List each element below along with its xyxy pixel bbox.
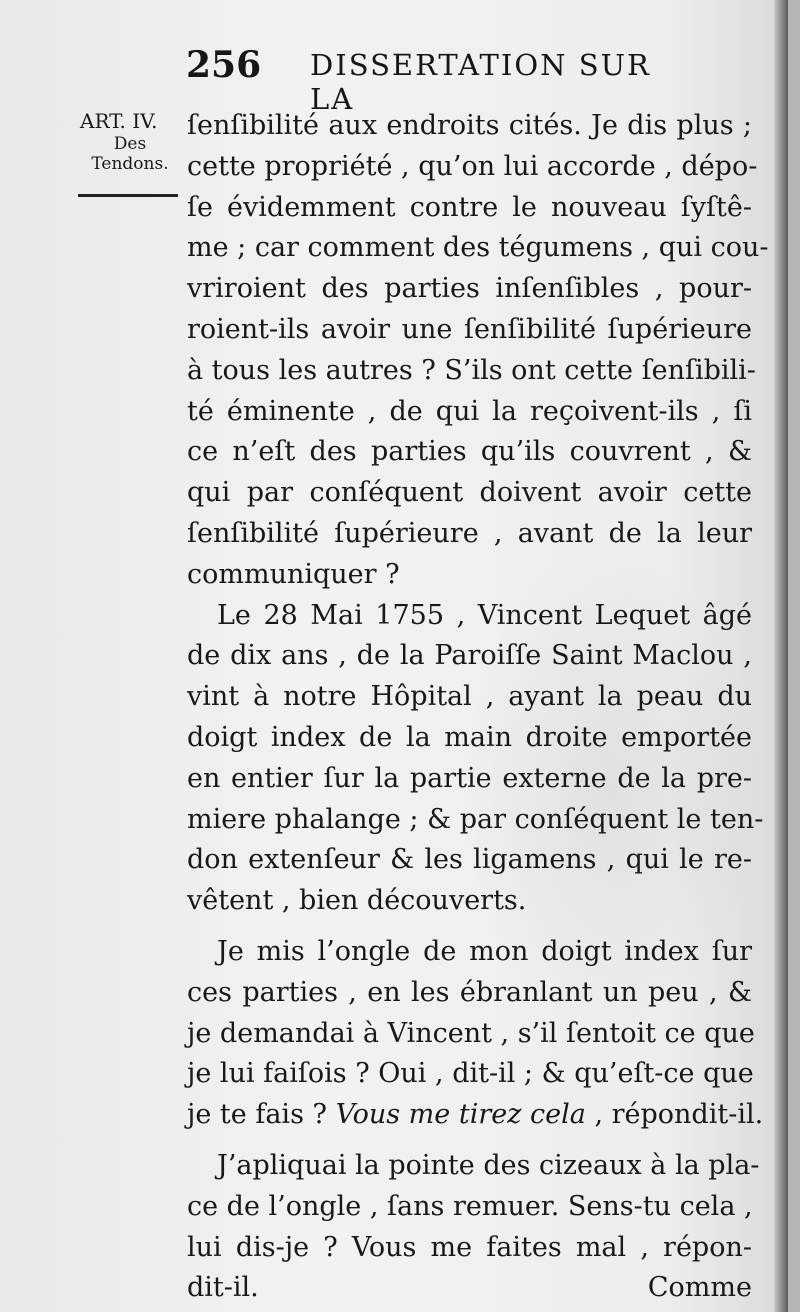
- text-line-15: vint à notre Hôpital , ayant la peau du: [187, 681, 752, 713]
- text-line-23: je demandai à Vincent , s’il ſentoit ce que: [187, 1017, 755, 1049]
- text-line-25: [187, 1095, 764, 1136]
- text-line-12: communiquer ?: [187, 558, 400, 590]
- text-line-22: ces parties , en les ébranlant un peu , &: [187, 976, 752, 1008]
- margin-note-article: ART. IV.: [80, 109, 158, 133]
- paragraph-gap: [187, 922, 752, 932]
- text-line-6: roient-ils avoir une ſenſibilité ſupérieure: [187, 313, 752, 345]
- text-line-2: cette propriété , qu’on lui accorde , dépo-: [187, 150, 758, 182]
- running-title: DISSERTATION SUR LA: [310, 48, 651, 116]
- text-line-14: de dix ans , de la Paroiſſe Saint Maclou ,: [187, 640, 752, 672]
- margin-note-line2: Tendons.: [91, 154, 169, 174]
- text-line-25-start: je te fais ?: [187, 1099, 327, 1131]
- page-number: 256: [186, 44, 262, 86]
- text-line-3: ſe évidemment contre le nouveau ſyſtê-: [187, 191, 752, 223]
- text-line-11: ſenſibilité ſupérieure , avant de la leur: [187, 517, 752, 549]
- margin-note: [80, 108, 180, 174]
- text-line-29: [187, 1268, 752, 1309]
- catchword: Comme: [647, 1272, 752, 1304]
- text-line-21: Je mis l’ongle de mon doigt index ſur: [217, 935, 752, 967]
- text-line-4: me ; car comment des tégumens , qui cou-: [187, 232, 769, 264]
- text-line-24: je lui faiſois ? Oui , dit-il ; & qu’eſt-ce que: [187, 1058, 754, 1090]
- text-line-17: en entier ſur la partie externe de la pre-: [187, 762, 752, 794]
- margin-rule: [78, 194, 178, 197]
- text-line-27: ce de l’ongle , ſans remuer. Sens-tu cela ,: [187, 1190, 753, 1222]
- quoted-reply: Vous me tirez cela: [335, 1099, 586, 1131]
- body-text: [187, 106, 769, 1309]
- text-line-26: J’apliquai la pointe des cizeaux à la pla-: [217, 1149, 760, 1181]
- text-line-18: miere phalange ; & par conſéquent le ten-: [187, 803, 764, 835]
- text-line-20: vêtent , bien découverts.: [187, 885, 527, 917]
- text-line-8: té éminente , de qui la reçoivent-ils , ſi: [187, 395, 752, 427]
- text-line-29-start: dit-il.: [187, 1272, 259, 1304]
- text-line-25-end: , répondit-il.: [594, 1099, 764, 1131]
- text-line-7: à tous les autres ? S’ils ont cette ſenſibili-: [187, 354, 756, 386]
- text-line-19: don extenſeur & les ligamens , qui le re-: [187, 844, 752, 876]
- text-line-13: Le 28 Mai 1755 , Vincent Lequet âgé: [217, 599, 752, 631]
- paragraph-gap: [187, 1136, 752, 1146]
- margin-note-line1: Des: [113, 134, 147, 154]
- text-line-10: qui par conſéquent doivent avoir cette: [187, 477, 752, 509]
- gutter-shadow: [774, 0, 788, 1312]
- page-header: [186, 44, 666, 116]
- text-line-5: vriroient des parties inſenſibles , pour-: [187, 273, 752, 305]
- text-line-9: ce n’eſt des parties qu’ils couvrent , &: [187, 436, 752, 468]
- text-line-1: ſenſibilité aux endroits cités. Je dis plus ;: [187, 110, 752, 141]
- text-line-28: lui dis-je ? Vous me faites mal , répon-: [187, 1231, 752, 1263]
- text-line-16: doigt index de la main droite emportée: [187, 721, 752, 753]
